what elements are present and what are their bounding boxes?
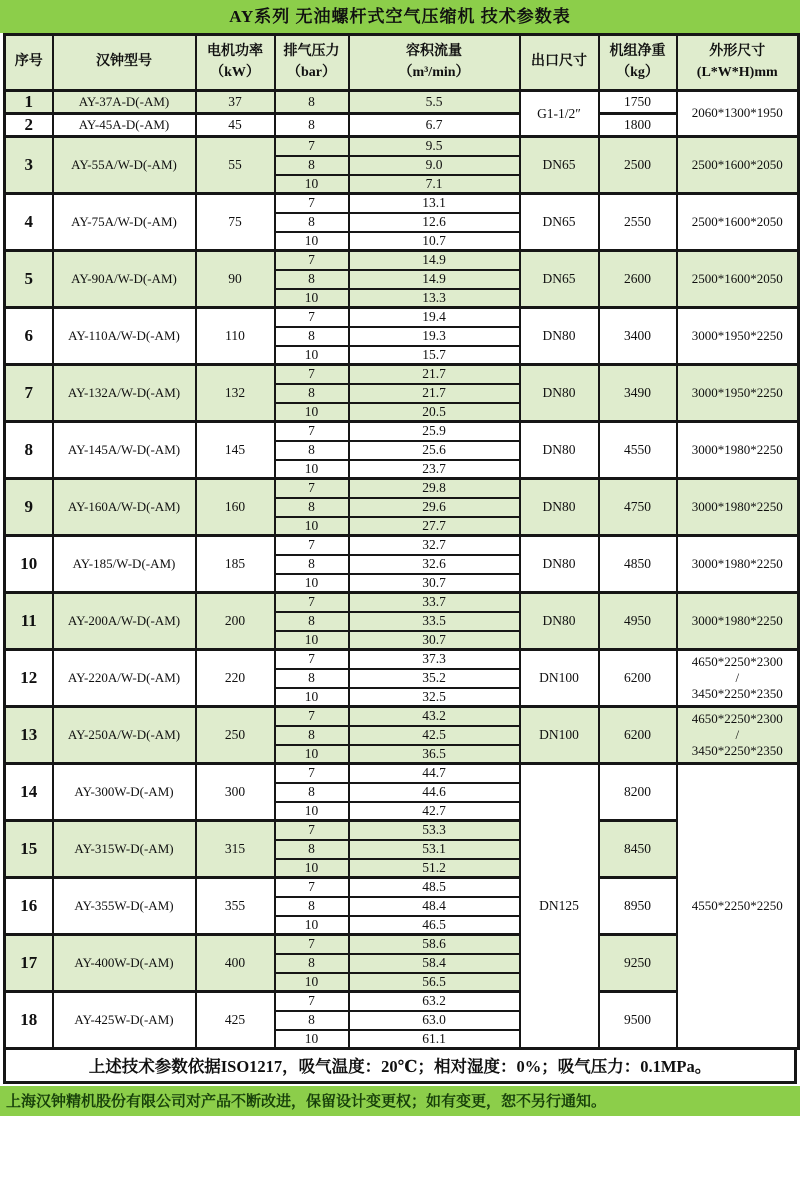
flow-cell: 46.5 (349, 916, 520, 935)
power-cell: 400 (196, 935, 275, 992)
col-header-label: 汉钟型号 (96, 54, 152, 70)
outlet-cell: DN80 (520, 479, 599, 536)
pressure-cell: 10 (275, 289, 349, 308)
weight-cell: 8950 (599, 878, 677, 935)
outlet-cell: DN80 (520, 422, 599, 479)
flow-cell: 61.1 (349, 1030, 520, 1049)
col-header-no (5, 35, 53, 91)
col-header-label: 外形尺寸 (709, 44, 766, 60)
power-cell: 355 (196, 878, 275, 935)
pressure-cell: 7 (275, 707, 349, 726)
model-cell: AY-355W-D(-AM) (53, 878, 196, 935)
flow-cell: 32.7 (349, 536, 520, 555)
power-cell: 160 (196, 479, 275, 536)
spec-table (3, 33, 800, 1050)
col-header-dims (677, 35, 799, 91)
row-number: 16 (5, 878, 53, 935)
pressure-cell: 7 (275, 422, 349, 441)
outlet-cell: DN80 (520, 365, 599, 422)
flow-cell: 13.3 (349, 289, 520, 308)
dims-cell (677, 308, 799, 365)
flow-cell: 30.7 (349, 631, 520, 650)
pressure-cell: 7 (275, 365, 349, 384)
dims-cell-line: 3000*1980*2250 (691, 498, 783, 514)
flow-cell: 12.6 (349, 213, 520, 232)
table-row (5, 422, 799, 441)
weight-cell: 3400 (599, 308, 677, 365)
test-conditions-note: 上述技术参数依据ISO1217，吸气温度：20℃；相对湿度：0%；吸气压力：0.1MPa。 (3, 1050, 797, 1084)
pressure-cell: 8 (275, 213, 349, 232)
pressure-cell: 8 (275, 384, 349, 403)
flow-cell: 53.1 (349, 840, 520, 859)
flow-cell: 63.0 (349, 1011, 520, 1030)
weight-cell: 6200 (599, 650, 677, 707)
dims-cell-line: 3000*1980*2250 (691, 555, 783, 571)
weight-cell: 9250 (599, 935, 677, 992)
weight-cell: 2550 (599, 194, 677, 251)
pressure-cell: 10 (275, 460, 349, 479)
outlet-cell: DN80 (520, 536, 599, 593)
dims-cell-line: 3000*1950*2250 (691, 384, 783, 400)
weight-cell: 2600 (599, 251, 677, 308)
col-header-unit: （kW） (210, 64, 260, 80)
model-cell: AY-220A/W-D(-AM) (53, 650, 196, 707)
flow-cell: 58.6 (349, 935, 520, 954)
flow-cell: 9.0 (349, 156, 520, 175)
flow-cell: 33.7 (349, 593, 520, 612)
flow-cell: 32.6 (349, 555, 520, 574)
model-cell: AY-45A-D(-AM) (53, 114, 196, 137)
model-cell: AY-300W-D(-AM) (53, 764, 196, 821)
outlet-cell: DN65 (520, 194, 599, 251)
dims-cell (677, 593, 799, 650)
outlet-cell: G1-1/2″ (520, 91, 599, 137)
table-row (5, 707, 799, 726)
page-title: AY系列 无油螺杆式空气压缩机 技术参数表 (0, 0, 800, 33)
flow-cell: 44.7 (349, 764, 520, 783)
header-row (5, 35, 799, 91)
pressure-cell: 10 (275, 688, 349, 707)
col-header-label: 容积流量 (406, 44, 462, 60)
flow-cell: 43.2 (349, 707, 520, 726)
pressure-cell: 7 (275, 935, 349, 954)
row-number: 4 (5, 194, 53, 251)
power-cell: 132 (196, 365, 275, 422)
outlet-cell: DN125 (520, 764, 599, 1049)
company-disclaimer-note: 上海汉钟精机股份有限公司对产品不断改进，保留设计变更权；如有变更，恕不另行通知。 (0, 1086, 800, 1116)
dims-cell (677, 650, 799, 707)
power-cell: 90 (196, 251, 275, 308)
model-cell: AY-400W-D(-AM) (53, 935, 196, 992)
flow-cell: 33.5 (349, 612, 520, 631)
table-row (5, 479, 799, 498)
power-cell: 425 (196, 992, 275, 1049)
flow-cell: 6.7 (349, 114, 520, 137)
flow-cell: 58.4 (349, 954, 520, 973)
dims-cell-line: / (735, 669, 740, 685)
weight-cell: 2500 (599, 137, 677, 194)
pressure-cell: 8 (275, 91, 349, 114)
flow-cell: 7.1 (349, 175, 520, 194)
flow-cell: 10.7 (349, 232, 520, 251)
flow-cell: 29.8 (349, 479, 520, 498)
pressure-cell: 10 (275, 403, 349, 422)
pressure-cell: 10 (275, 346, 349, 365)
dims-cell (677, 251, 799, 308)
flow-cell: 21.7 (349, 365, 520, 384)
pressure-cell: 10 (275, 574, 349, 593)
table-row (5, 536, 799, 555)
pressure-cell: 10 (275, 802, 349, 821)
table-row (5, 91, 799, 114)
power-cell: 300 (196, 764, 275, 821)
weight-cell: 1800 (599, 114, 677, 137)
outlet-cell: DN100 (520, 650, 599, 707)
col-header-label: 机组净重 (609, 44, 666, 60)
pressure-cell: 10 (275, 916, 349, 935)
dims-cell (677, 137, 799, 194)
table-row (5, 308, 799, 327)
pressure-cell: 10 (275, 859, 349, 878)
table-row (5, 365, 799, 384)
row-number: 14 (5, 764, 53, 821)
pressure-cell: 8 (275, 156, 349, 175)
pressure-cell: 8 (275, 783, 349, 802)
pressure-cell: 10 (275, 1030, 349, 1049)
pressure-cell: 7 (275, 821, 349, 840)
model-cell: AY-37A-D(-AM) (53, 91, 196, 114)
weight-cell: 3490 (599, 365, 677, 422)
weight-cell: 6200 (599, 707, 677, 764)
pressure-cell: 10 (275, 973, 349, 992)
dims-cell-line: 3000*1980*2250 (691, 612, 783, 628)
pressure-cell: 7 (275, 536, 349, 555)
flow-cell: 25.9 (349, 422, 520, 441)
model-cell: AY-90A/W-D(-AM) (53, 251, 196, 308)
dims-cell-line: 2500*1600*2050 (691, 213, 783, 229)
col-header-label: 电机功率 (207, 44, 263, 60)
row-number: 15 (5, 821, 53, 878)
model-cell: AY-132A/W-D(-AM) (53, 365, 196, 422)
row-number: 18 (5, 992, 53, 1049)
col-header-outlet (520, 35, 599, 91)
row-number: 5 (5, 251, 53, 308)
table-row (5, 593, 799, 612)
dims-cell-line: 2500*1600*2050 (691, 270, 783, 286)
col-header-label: 出口尺寸 (531, 54, 587, 70)
dims-cell-line: 4650*2250*2300 (691, 653, 783, 669)
flow-cell: 42.7 (349, 802, 520, 821)
flow-cell: 63.2 (349, 992, 520, 1011)
flow-cell: 14.9 (349, 251, 520, 270)
dims-cell-line: / (735, 726, 740, 742)
power-cell: 145 (196, 422, 275, 479)
flow-cell: 42.5 (349, 726, 520, 745)
model-cell: AY-145A/W-D(-AM) (53, 422, 196, 479)
flow-cell: 5.5 (349, 91, 520, 114)
pressure-cell: 8 (275, 669, 349, 688)
pressure-cell: 8 (275, 612, 349, 631)
weight-cell: 4850 (599, 536, 677, 593)
pressure-cell: 8 (275, 498, 349, 517)
flow-cell: 56.5 (349, 973, 520, 992)
pressure-cell: 7 (275, 764, 349, 783)
pressure-cell: 7 (275, 992, 349, 1011)
flow-cell: 23.7 (349, 460, 520, 479)
outlet-cell: DN100 (520, 707, 599, 764)
col-header-flow (349, 35, 520, 91)
col-header-unit: (L*W*H)mm (696, 64, 778, 80)
pressure-cell: 8 (275, 840, 349, 859)
dims-cell (677, 479, 799, 536)
flow-cell: 48.5 (349, 878, 520, 897)
pressure-cell: 10 (275, 631, 349, 650)
flow-cell: 44.6 (349, 783, 520, 802)
dims-cell-line: 2060*1300*1950 (691, 105, 783, 121)
power-cell: 75 (196, 194, 275, 251)
pressure-cell: 7 (275, 194, 349, 213)
flow-cell: 36.5 (349, 745, 520, 764)
dims-cell (677, 194, 799, 251)
pressure-cell: 10 (275, 745, 349, 764)
row-number: 9 (5, 479, 53, 536)
flow-cell: 35.2 (349, 669, 520, 688)
dims-cell-line: 3450*2250*2350 (691, 686, 783, 702)
model-cell: AY-200A/W-D(-AM) (53, 593, 196, 650)
model-cell: AY-425W-D(-AM) (53, 992, 196, 1049)
pressure-cell: 8 (275, 114, 349, 137)
pressure-cell: 8 (275, 954, 349, 973)
weight-cell: 8200 (599, 764, 677, 821)
weight-cell: 4750 (599, 479, 677, 536)
weight-cell: 4950 (599, 593, 677, 650)
flow-cell: 14.9 (349, 270, 520, 289)
model-cell: AY-55A/W-D(-AM) (53, 137, 196, 194)
pressure-cell: 7 (275, 137, 349, 156)
table-row (5, 764, 799, 783)
pressure-cell: 10 (275, 232, 349, 251)
dims-cell (677, 707, 799, 764)
row-number: 10 (5, 536, 53, 593)
model-cell: AY-250A/W-D(-AM) (53, 707, 196, 764)
pressure-cell: 8 (275, 897, 349, 916)
pressure-cell: 7 (275, 593, 349, 612)
weight-cell: 8450 (599, 821, 677, 878)
col-header-weight (599, 35, 677, 91)
flow-cell: 32.5 (349, 688, 520, 707)
power-cell: 200 (196, 593, 275, 650)
power-cell: 250 (196, 707, 275, 764)
col-header-label: 排气压力 (283, 44, 340, 60)
flow-cell: 13.1 (349, 194, 520, 213)
pressure-cell: 8 (275, 270, 349, 289)
power-cell: 220 (196, 650, 275, 707)
col-header-unit: （m³/min） (398, 64, 470, 80)
table-row (5, 650, 799, 669)
pressure-cell: 7 (275, 650, 349, 669)
dims-cell-line: 3000*1980*2250 (691, 441, 783, 457)
row-number: 12 (5, 650, 53, 707)
dims-cell-line: 4550*2250*2250 (691, 897, 783, 913)
flow-cell: 9.5 (349, 137, 520, 156)
dims-cell (677, 422, 799, 479)
col-header-power (196, 35, 275, 91)
flow-cell: 48.4 (349, 897, 520, 916)
weight-cell: 1750 (599, 91, 677, 114)
flow-cell: 27.7 (349, 517, 520, 536)
dims-cell-line: 4650*2250*2300 (691, 710, 783, 726)
pressure-cell: 7 (275, 878, 349, 897)
model-cell: AY-315W-D(-AM) (53, 821, 196, 878)
weight-cell: 9500 (599, 992, 677, 1049)
outlet-cell: DN65 (520, 251, 599, 308)
flow-cell: 25.6 (349, 441, 520, 460)
pressure-cell: 8 (275, 1011, 349, 1030)
pressure-cell: 7 (275, 251, 349, 270)
model-cell: AY-110A/W-D(-AM) (53, 308, 196, 365)
row-number: 17 (5, 935, 53, 992)
flow-cell: 30.7 (349, 574, 520, 593)
pressure-cell: 8 (275, 726, 349, 745)
row-number: 11 (5, 593, 53, 650)
pressure-cell: 10 (275, 517, 349, 536)
outlet-cell: DN80 (520, 308, 599, 365)
pressure-cell: 8 (275, 441, 349, 460)
col-header-label: 序号 (14, 54, 43, 70)
flow-cell: 20.5 (349, 403, 520, 422)
table-row (5, 194, 799, 213)
power-cell: 37 (196, 91, 275, 114)
model-cell: AY-185/W-D(-AM) (53, 536, 196, 593)
row-number: 3 (5, 137, 53, 194)
table-row (5, 251, 799, 270)
row-number: 13 (5, 707, 53, 764)
pressure-cell: 7 (275, 479, 349, 498)
model-cell: AY-160A/W-D(-AM) (53, 479, 196, 536)
col-header-unit: （bar） (287, 64, 336, 80)
pressure-cell: 8 (275, 327, 349, 346)
row-number: 8 (5, 422, 53, 479)
row-number: 7 (5, 365, 53, 422)
pressure-cell: 7 (275, 308, 349, 327)
flow-cell: 15.7 (349, 346, 520, 365)
col-header-model (53, 35, 196, 91)
flow-cell: 53.3 (349, 821, 520, 840)
flow-cell: 21.7 (349, 384, 520, 403)
row-number: 1 (5, 91, 53, 114)
flow-cell: 19.4 (349, 308, 520, 327)
row-number: 6 (5, 308, 53, 365)
dims-cell-line: 3450*2250*2350 (691, 743, 783, 759)
pressure-cell: 8 (275, 555, 349, 574)
dims-cell (677, 91, 799, 137)
weight-cell: 4550 (599, 422, 677, 479)
power-cell: 45 (196, 114, 275, 137)
dims-cell-line: 2500*1600*2050 (691, 156, 783, 172)
power-cell: 110 (196, 308, 275, 365)
power-cell: 55 (196, 137, 275, 194)
table-row (5, 137, 799, 156)
flow-cell: 37.3 (349, 650, 520, 669)
col-header-pressure (275, 35, 349, 91)
dims-cell (677, 365, 799, 422)
dims-cell (677, 536, 799, 593)
pressure-cell: 10 (275, 175, 349, 194)
flow-cell: 51.2 (349, 859, 520, 878)
flow-cell: 19.3 (349, 327, 520, 346)
outlet-cell: DN80 (520, 593, 599, 650)
outlet-cell: DN65 (520, 137, 599, 194)
flow-cell: 29.6 (349, 498, 520, 517)
col-header-unit: （kg） (616, 64, 659, 80)
model-cell: AY-75A/W-D(-AM) (53, 194, 196, 251)
row-number: 2 (5, 114, 53, 137)
power-cell: 185 (196, 536, 275, 593)
dims-cell (677, 764, 799, 1049)
power-cell: 315 (196, 821, 275, 878)
dims-cell-line: 3000*1950*2250 (691, 327, 783, 343)
